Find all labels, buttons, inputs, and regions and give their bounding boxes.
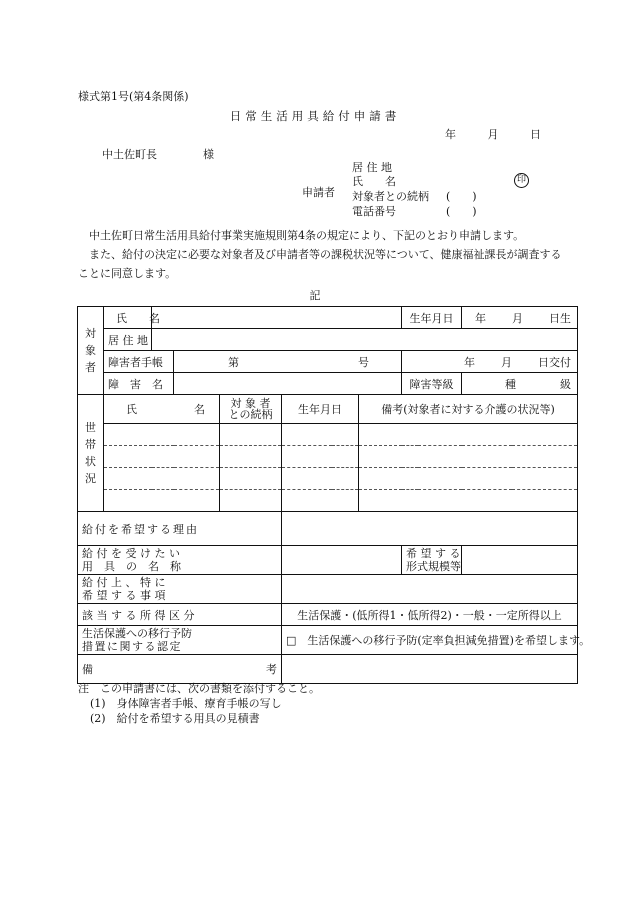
hh-row-3-name[interactable]	[104, 468, 220, 490]
applicant-phone-field[interactable]: ( )	[446, 205, 477, 218]
household-section-label: 世 帯 状 況	[78, 395, 104, 512]
handbook-label: 障害者手帳	[104, 351, 174, 373]
hh-row-4-name[interactable]	[104, 490, 220, 512]
applicant-label: 申請者	[302, 186, 335, 199]
hh-row-4-relation[interactable]	[220, 490, 282, 512]
notes-item-2: (2) 給付を希望する用具の見積書	[90, 712, 260, 725]
hh-row-2-birth[interactable]	[282, 446, 359, 468]
date-day: 日	[530, 128, 541, 141]
addressee	[102, 146, 214, 162]
hh-row-1-notes[interactable]	[359, 424, 578, 446]
request-field[interactable]	[282, 575, 578, 604]
disability-grade-label: 障害等級	[402, 373, 462, 395]
remarks-label: 備 考	[78, 655, 282, 684]
notes-lead: 注 この申請書には、次の書類を添付すること。	[78, 682, 320, 695]
applicant-relation-field[interactable]: ( )	[446, 190, 477, 203]
ki-heading: 記	[309, 289, 321, 302]
addressee-name: 中土佐町長	[102, 148, 157, 161]
income-category-field[interactable]: 生活保護・(低所得1・低所得2)・一般・一定所得以上	[282, 604, 578, 626]
handbook-number-field[interactable]: 第 号	[174, 351, 402, 373]
hh-name-header: 氏 名	[104, 395, 220, 424]
date-year: 年	[445, 128, 456, 141]
disability-name-field[interactable]	[174, 373, 402, 395]
disability-name-label: 障 害 名	[104, 373, 174, 395]
body-paragraph-1: 中土佐町日常生活用具給付事業実施規則第4条の規定により、下記のとおり申請します。	[89, 229, 525, 242]
disability-grade-field[interactable]: 種 級	[462, 373, 578, 395]
spec-label: 希 望 す る 形式規模等	[402, 546, 462, 575]
remarks-field[interactable]	[282, 655, 578, 684]
request-label: 給 付 上 、 特 に 希 望 す る 事 項	[78, 575, 282, 604]
applicant-name-label: 氏 名	[352, 175, 396, 188]
subject-address-label: 居 住 地	[104, 329, 152, 351]
item-name-field[interactable]	[282, 546, 402, 575]
hh-relation-header: 対 象 者 との続柄	[220, 395, 282, 424]
applicant-phone-label: 電話番号	[352, 205, 396, 218]
attachment-notes	[78, 681, 320, 726]
hh-notes-header: 備考(対象者に対する介護の状況等)	[359, 395, 578, 424]
handbook-issue-field[interactable]: 年 月 日交付	[402, 351, 578, 373]
prevention-label: 生活保護への移行予防 措置に関する認定	[78, 626, 282, 655]
hh-row-2-name[interactable]	[104, 446, 220, 468]
hh-row-3-notes[interactable]	[359, 468, 578, 490]
income-label: 該 当 す る 所 得 区 分	[78, 604, 282, 626]
hh-row-1-relation[interactable]	[220, 424, 282, 446]
applicant-address-label: 居 住 地	[352, 161, 392, 174]
hh-row-3-birth[interactable]	[282, 468, 359, 490]
subject-birth-label: 生年月日	[402, 307, 462, 329]
subject-name-label: 氏 名	[104, 307, 152, 329]
spec-field[interactable]	[462, 546, 578, 575]
application-table	[77, 306, 591, 684]
hh-row-3-relation[interactable]	[220, 468, 282, 490]
subject-name-field[interactable]	[152, 307, 402, 329]
hh-row-4-notes[interactable]	[359, 490, 578, 512]
subject-birth-field[interactable]: 年 月 日生	[462, 307, 578, 329]
hh-row-2-relation[interactable]	[220, 446, 282, 468]
subject-section-label: 対 象 者	[78, 307, 104, 395]
notes-item-1: (1) 身体障害者手帳、療育手帳の写し	[90, 697, 282, 710]
form-title: 日常生活用具給付申請書	[229, 109, 401, 123]
body-text	[78, 226, 568, 283]
hh-row-1-name[interactable]	[104, 424, 220, 446]
hh-row-4-birth[interactable]	[282, 490, 359, 512]
subject-address-field[interactable]	[152, 329, 578, 351]
hh-birth-header: 生年月日	[282, 395, 359, 424]
reason-field[interactable]	[282, 512, 578, 546]
applicant-relation-label: 対象者との続柄	[352, 190, 429, 203]
body-paragraph-2: また、給付の決定に必要な対象者及び申請者等の課税状況等について、健康福祉課長が調査することに同意します。	[78, 248, 562, 280]
item-name-label: 給 付 を 受 け た い 用 具 の 名 称	[78, 546, 282, 575]
seal-icon: 印	[514, 173, 529, 188]
reason-label: 給付を希望する理由	[78, 512, 282, 546]
hh-row-1-birth[interactable]	[282, 424, 359, 446]
prevention-checkbox[interactable]: □ 生活保護への移行予防(定率負担減免措置)を希望します。	[282, 626, 578, 655]
hh-row-2-notes[interactable]	[359, 446, 578, 468]
date-month: 月	[487, 128, 499, 141]
addressee-suffix: 様	[203, 148, 214, 161]
form-number: 様式第1号(第4条関係)	[78, 90, 189, 103]
application-date	[445, 126, 541, 142]
